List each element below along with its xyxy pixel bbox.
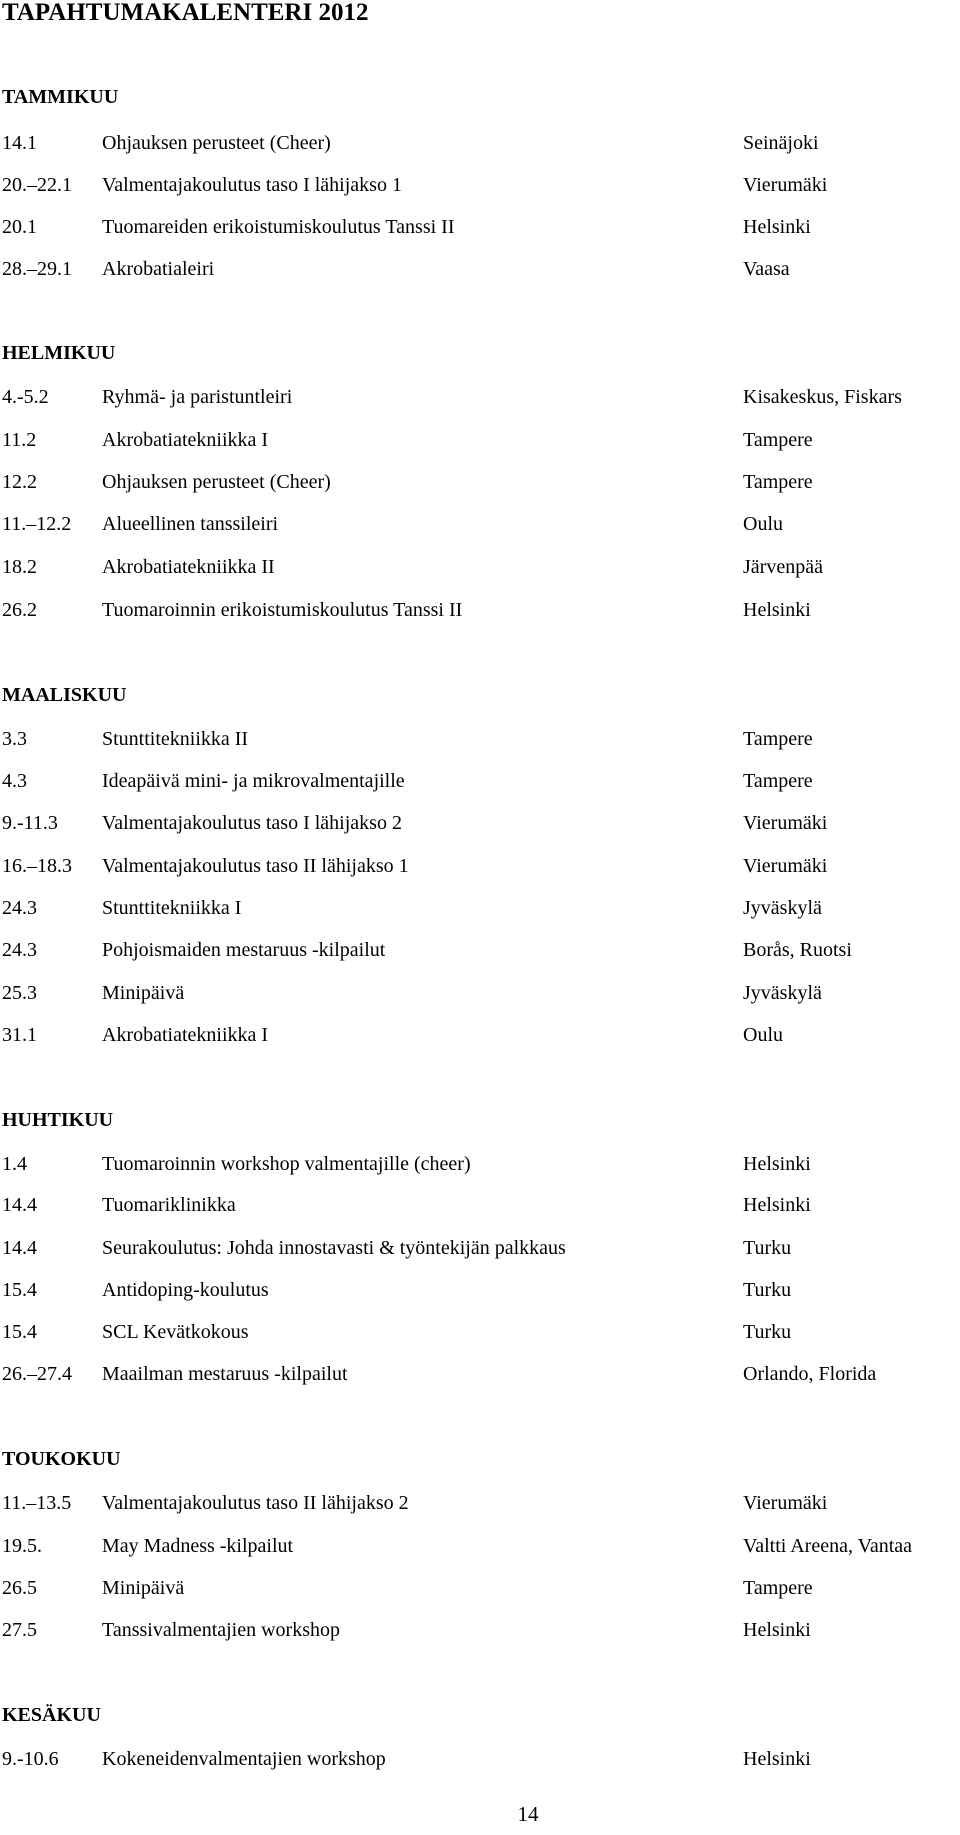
event-row: [2, 978, 952, 1008]
event-date: 19.5.: [2, 1535, 42, 1557]
event-row: [2, 467, 952, 497]
event-name: Akrobatiatekniikka I: [102, 1024, 269, 1046]
event-name: Valmentajakoulutus taso I lähijakso 2: [102, 812, 402, 834]
event-row: [2, 1317, 952, 1347]
event-row: [2, 1615, 952, 1645]
event-name: Ohjauksen perusteet (Cheer): [102, 132, 331, 154]
month-heading-maaliskuu: MAALISKUU: [2, 684, 127, 706]
event-row: [2, 595, 952, 625]
event-row: [2, 1359, 952, 1389]
event-row: [2, 382, 952, 412]
event-date: 11.2: [2, 429, 37, 451]
event-place: Helsinki: [743, 1153, 811, 1175]
month-heading-tammikuu: TAMMIKUU: [2, 86, 119, 108]
event-place: Tampere: [743, 1577, 813, 1599]
event-place: Tampere: [743, 728, 813, 750]
event-place: Helsinki: [743, 1619, 811, 1641]
event-place: Vaasa: [743, 258, 790, 280]
event-row: [2, 851, 952, 881]
event-place: Vierumäki: [743, 855, 828, 877]
event-date: 28.–29.1: [2, 258, 72, 280]
event-row: [2, 425, 952, 455]
event-row: [2, 808, 952, 838]
event-date: 31.1: [2, 1024, 37, 1046]
event-place: Kisakeskus, Fiskars: [743, 386, 902, 408]
event-row: [2, 935, 952, 965]
page-number: 14: [517, 1802, 539, 1826]
event-date: 26.2: [2, 599, 37, 621]
event-date: 11.–13.5: [2, 1492, 72, 1514]
event-date: 14.1: [2, 132, 37, 154]
event-date: 25.3: [2, 982, 37, 1004]
event-date: 4.-5.2: [2, 386, 49, 408]
event-place: Helsinki: [743, 1748, 811, 1770]
event-date: 20.1: [2, 216, 37, 238]
event-name: Kokeneidenvalmentajien workshop: [102, 1748, 386, 1770]
event-date: 3.3: [2, 728, 27, 750]
event-place: Valtti Areena, Vantaa: [743, 1535, 913, 1557]
event-date: 4.3: [2, 770, 27, 792]
event-date: 26.5: [2, 1577, 37, 1599]
event-place: Jyväskylä: [743, 982, 822, 1004]
event-name: Minipäivä: [102, 982, 185, 1004]
month-heading-huhtikuu: HUHTIKUU: [2, 1109, 114, 1131]
event-date: 27.5: [2, 1619, 37, 1641]
event-place: Oulu: [743, 1024, 783, 1046]
event-name: Ideapäivä mini- ja mikrovalmentajille: [102, 770, 405, 792]
event-date: 15.4: [2, 1321, 37, 1343]
event-row: [2, 1275, 952, 1305]
event-place: Turku: [743, 1237, 792, 1259]
event-row: [2, 254, 952, 284]
event-row: [2, 1573, 952, 1603]
event-place: Vierumäki: [743, 1492, 828, 1514]
event-row: [2, 1531, 952, 1561]
event-place: Jyväskylä: [743, 897, 822, 919]
event-name: Antidoping-koulutus: [102, 1279, 269, 1301]
event-name: Tuomariklinikka: [102, 1194, 236, 1216]
event-date: 18.2: [2, 556, 37, 578]
event-place: Helsinki: [743, 216, 811, 238]
event-date: 24.3: [2, 897, 37, 919]
event-row: [2, 1149, 952, 1179]
event-place: Järvenpää: [743, 556, 823, 578]
event-name: Valmentajakoulutus taso II lähijakso 1: [102, 855, 409, 877]
event-date: 9.-11.3: [2, 812, 58, 834]
event-date: 16.–18.3: [2, 855, 72, 877]
event-row: [2, 212, 952, 242]
event-row: [2, 1020, 952, 1050]
event-name: Alueellinen tanssileiri: [102, 513, 279, 535]
month-heading-helmikuu: HELMIKUU: [2, 342, 116, 364]
event-date: 26.–27.4: [2, 1363, 72, 1385]
event-date: 11.–12.2: [2, 513, 72, 535]
event-place: Tampere: [743, 429, 813, 451]
event-row: [2, 170, 952, 200]
event-place: Turku: [743, 1279, 792, 1301]
event-row: [2, 724, 952, 754]
event-name: Stunttitekniikka I: [102, 897, 242, 919]
event-row: [2, 1488, 952, 1518]
event-place: Orlando, Florida: [743, 1363, 877, 1385]
event-place: Helsinki: [743, 1194, 811, 1216]
event-name: Minipäivä: [102, 1577, 185, 1599]
event-date: 14.4: [2, 1194, 37, 1216]
event-row: [2, 1190, 952, 1220]
event-name: Pohjoismaiden mestaruus -kilpailut: [102, 939, 386, 961]
event-date: 14.4: [2, 1237, 37, 1259]
month-heading-toukokuu: TOUKOKUU: [2, 1448, 121, 1470]
event-name: Seurakoulutus: Johda innostavasti & työntekijän palkkaus: [102, 1237, 566, 1259]
event-row: [2, 766, 952, 796]
event-row: [2, 1744, 952, 1774]
event-date: 12.2: [2, 471, 37, 493]
event-row: [2, 509, 952, 539]
event-row: [2, 552, 952, 582]
event-name: Valmentajakoulutus taso I lähijakso 1: [102, 174, 402, 196]
event-place: Borås, Ruotsi: [743, 939, 852, 961]
event-place: Vierumäki: [743, 174, 828, 196]
event-name: Ryhmä- ja paristuntleiri: [102, 386, 293, 408]
event-row: [2, 893, 952, 923]
event-name: Akrobatiatekniikka II: [102, 556, 275, 578]
event-name: Akrobatialeiri: [102, 258, 215, 280]
page-title: TAPAHTUMAKALENTERI 2012: [2, 0, 369, 26]
event-date: 20.–22.1: [2, 174, 72, 196]
event-name: Stunttitekniikka II: [102, 728, 249, 750]
event-name: Tuomaroinnin workshop valmentajille (cheer): [102, 1153, 471, 1175]
event-name: Tuomaroinnin erikoistumiskoulutus Tanssi II: [102, 599, 463, 621]
event-place: Turku: [743, 1321, 792, 1343]
event-name: SCL Kevätkokous: [102, 1321, 249, 1343]
event-row: [2, 1233, 952, 1263]
event-date: 15.4: [2, 1279, 37, 1301]
event-name: Tuomareiden erikoistumiskoulutus Tanssi II: [102, 216, 455, 238]
month-heading-kesakuu: KESÄKUU: [2, 1704, 101, 1726]
event-place: Helsinki: [743, 599, 811, 621]
event-place: Vierumäki: [743, 812, 828, 834]
event-date: 24.3: [2, 939, 37, 961]
event-place: Tampere: [743, 770, 813, 792]
event-name: Valmentajakoulutus taso II lähijakso 2: [102, 1492, 409, 1514]
event-row: [2, 128, 952, 158]
event-name: Maailman mestaruus -kilpailut: [102, 1363, 348, 1385]
event-place: Tampere: [743, 471, 813, 493]
event-date: 1.4: [2, 1153, 27, 1175]
event-place: Seinäjoki: [743, 132, 819, 154]
event-name: Akrobatiatekniikka I: [102, 429, 269, 451]
event-date: 9.-10.6: [2, 1748, 59, 1770]
event-name: Tanssivalmentajien workshop: [102, 1619, 340, 1641]
event-name: Ohjauksen perusteet (Cheer): [102, 471, 331, 493]
event-place: Oulu: [743, 513, 783, 535]
event-name: May Madness -kilpailut: [102, 1535, 294, 1557]
